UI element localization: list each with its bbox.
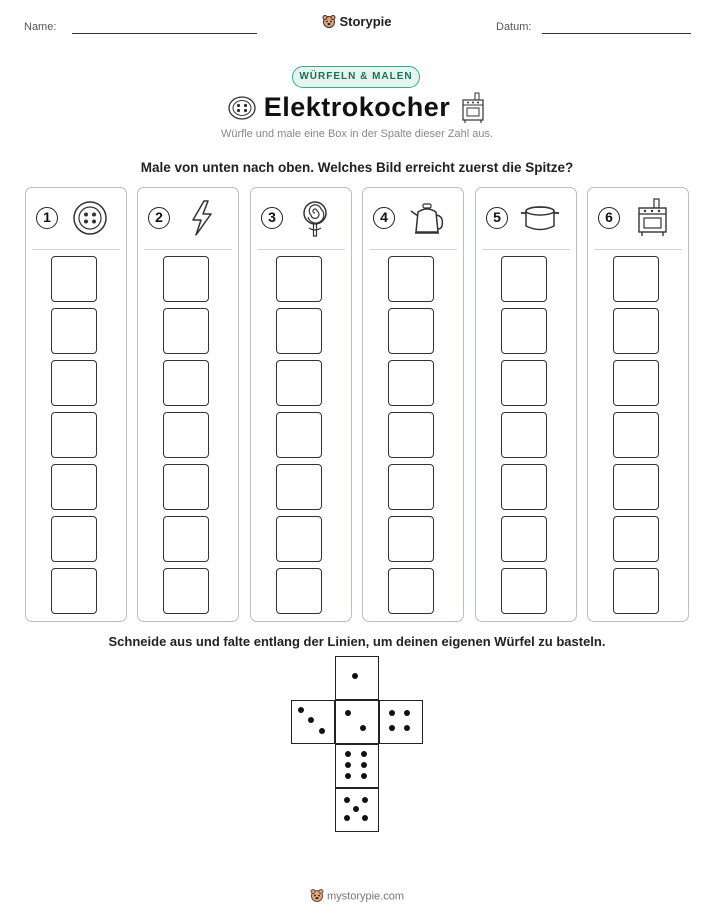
color-box[interactable] [613,412,659,458]
color-box[interactable] [163,256,209,302]
color-box[interactable] [613,464,659,510]
color-box[interactable] [276,568,322,614]
color-box[interactable] [276,412,322,458]
color-box[interactable] [276,464,322,510]
instruction: Male von unten nach oben. Welches Bild erreicht zuerst die Spitze? [140,160,574,175]
color-box[interactable] [51,412,97,458]
color-box[interactable] [388,568,434,614]
color-box[interactable] [276,360,322,406]
color-box[interactable] [501,360,547,406]
die-face-3 [291,700,335,744]
color-box[interactable] [388,256,434,302]
color-box[interactable] [501,464,547,510]
pot-icon [520,198,560,238]
die-face-4 [379,700,423,744]
column-number: 6 [598,207,620,229]
column-divider [144,249,232,250]
column-divider [369,249,457,250]
color-box[interactable] [388,516,434,562]
name-label: Name: [24,21,57,33]
color-box[interactable] [613,516,659,562]
date-line [542,33,691,34]
column-1 [25,187,127,622]
column-3 [250,187,352,622]
color-box[interactable] [163,412,209,458]
date-label: Datum: [496,21,532,33]
color-box[interactable] [501,412,547,458]
die-face-6 [335,744,379,788]
color-box[interactable] [163,360,209,406]
brand-name: Storypie [339,14,392,29]
color-box[interactable] [51,256,97,302]
color-box[interactable] [51,516,97,562]
column-number: 1 [36,207,58,229]
color-box[interactable] [276,256,322,302]
die-face-5 [335,788,379,832]
column-4 [362,187,464,622]
color-box[interactable] [163,464,209,510]
color-box[interactable] [388,412,434,458]
activity-badge: WÜRFELN & MALEN [292,66,420,88]
brand-header [0,14,714,31]
die-face-2 [335,700,379,744]
footer [0,888,714,905]
color-box[interactable] [51,568,97,614]
color-box[interactable] [501,516,547,562]
color-box[interactable] [613,360,659,406]
name-line [72,33,257,34]
color-box[interactable] [501,256,547,302]
color-box[interactable] [613,308,659,354]
color-box[interactable] [501,568,547,614]
die-face-1 [335,656,379,700]
column-number: 3 [261,207,283,229]
title-stove-icon [459,92,487,129]
column-6 [587,187,689,622]
stove-icon [632,198,672,238]
column-2 [137,187,239,622]
color-box[interactable] [388,464,434,510]
color-box[interactable] [613,256,659,302]
footer-url: mystorypie.com [326,890,405,903]
storypie-logo-icon [322,14,336,31]
color-box[interactable] [163,516,209,562]
column-number: 4 [373,207,395,229]
color-box[interactable] [613,568,659,614]
color-box[interactable] [276,516,322,562]
color-box[interactable] [51,308,97,354]
column-number: 2 [148,207,170,229]
column-divider [32,249,120,250]
page-title: Elektrokocher [263,92,451,122]
column-number: 5 [486,207,508,229]
lightning-icon [182,198,222,238]
subtitle: Würfle und male eine Box in der Spalte dieser Zahl aus. [220,128,494,140]
storypie-logo-icon [310,888,324,905]
column-divider [257,249,345,250]
column-divider [482,249,570,250]
button-icon [70,198,110,238]
color-box[interactable] [388,360,434,406]
column-5 [475,187,577,622]
color-box[interactable] [163,568,209,614]
color-box[interactable] [501,308,547,354]
color-box[interactable] [51,360,97,406]
lollipop-icon [295,198,335,238]
color-box[interactable] [51,464,97,510]
color-box[interactable] [388,308,434,354]
color-box[interactable] [163,308,209,354]
kettle-icon [407,198,447,238]
color-box[interactable] [276,308,322,354]
cut-instruction: Schneide aus und falte entlang der Linien, um deinen eigenen Würfel zu basteln. [108,634,606,649]
column-divider [594,249,682,250]
